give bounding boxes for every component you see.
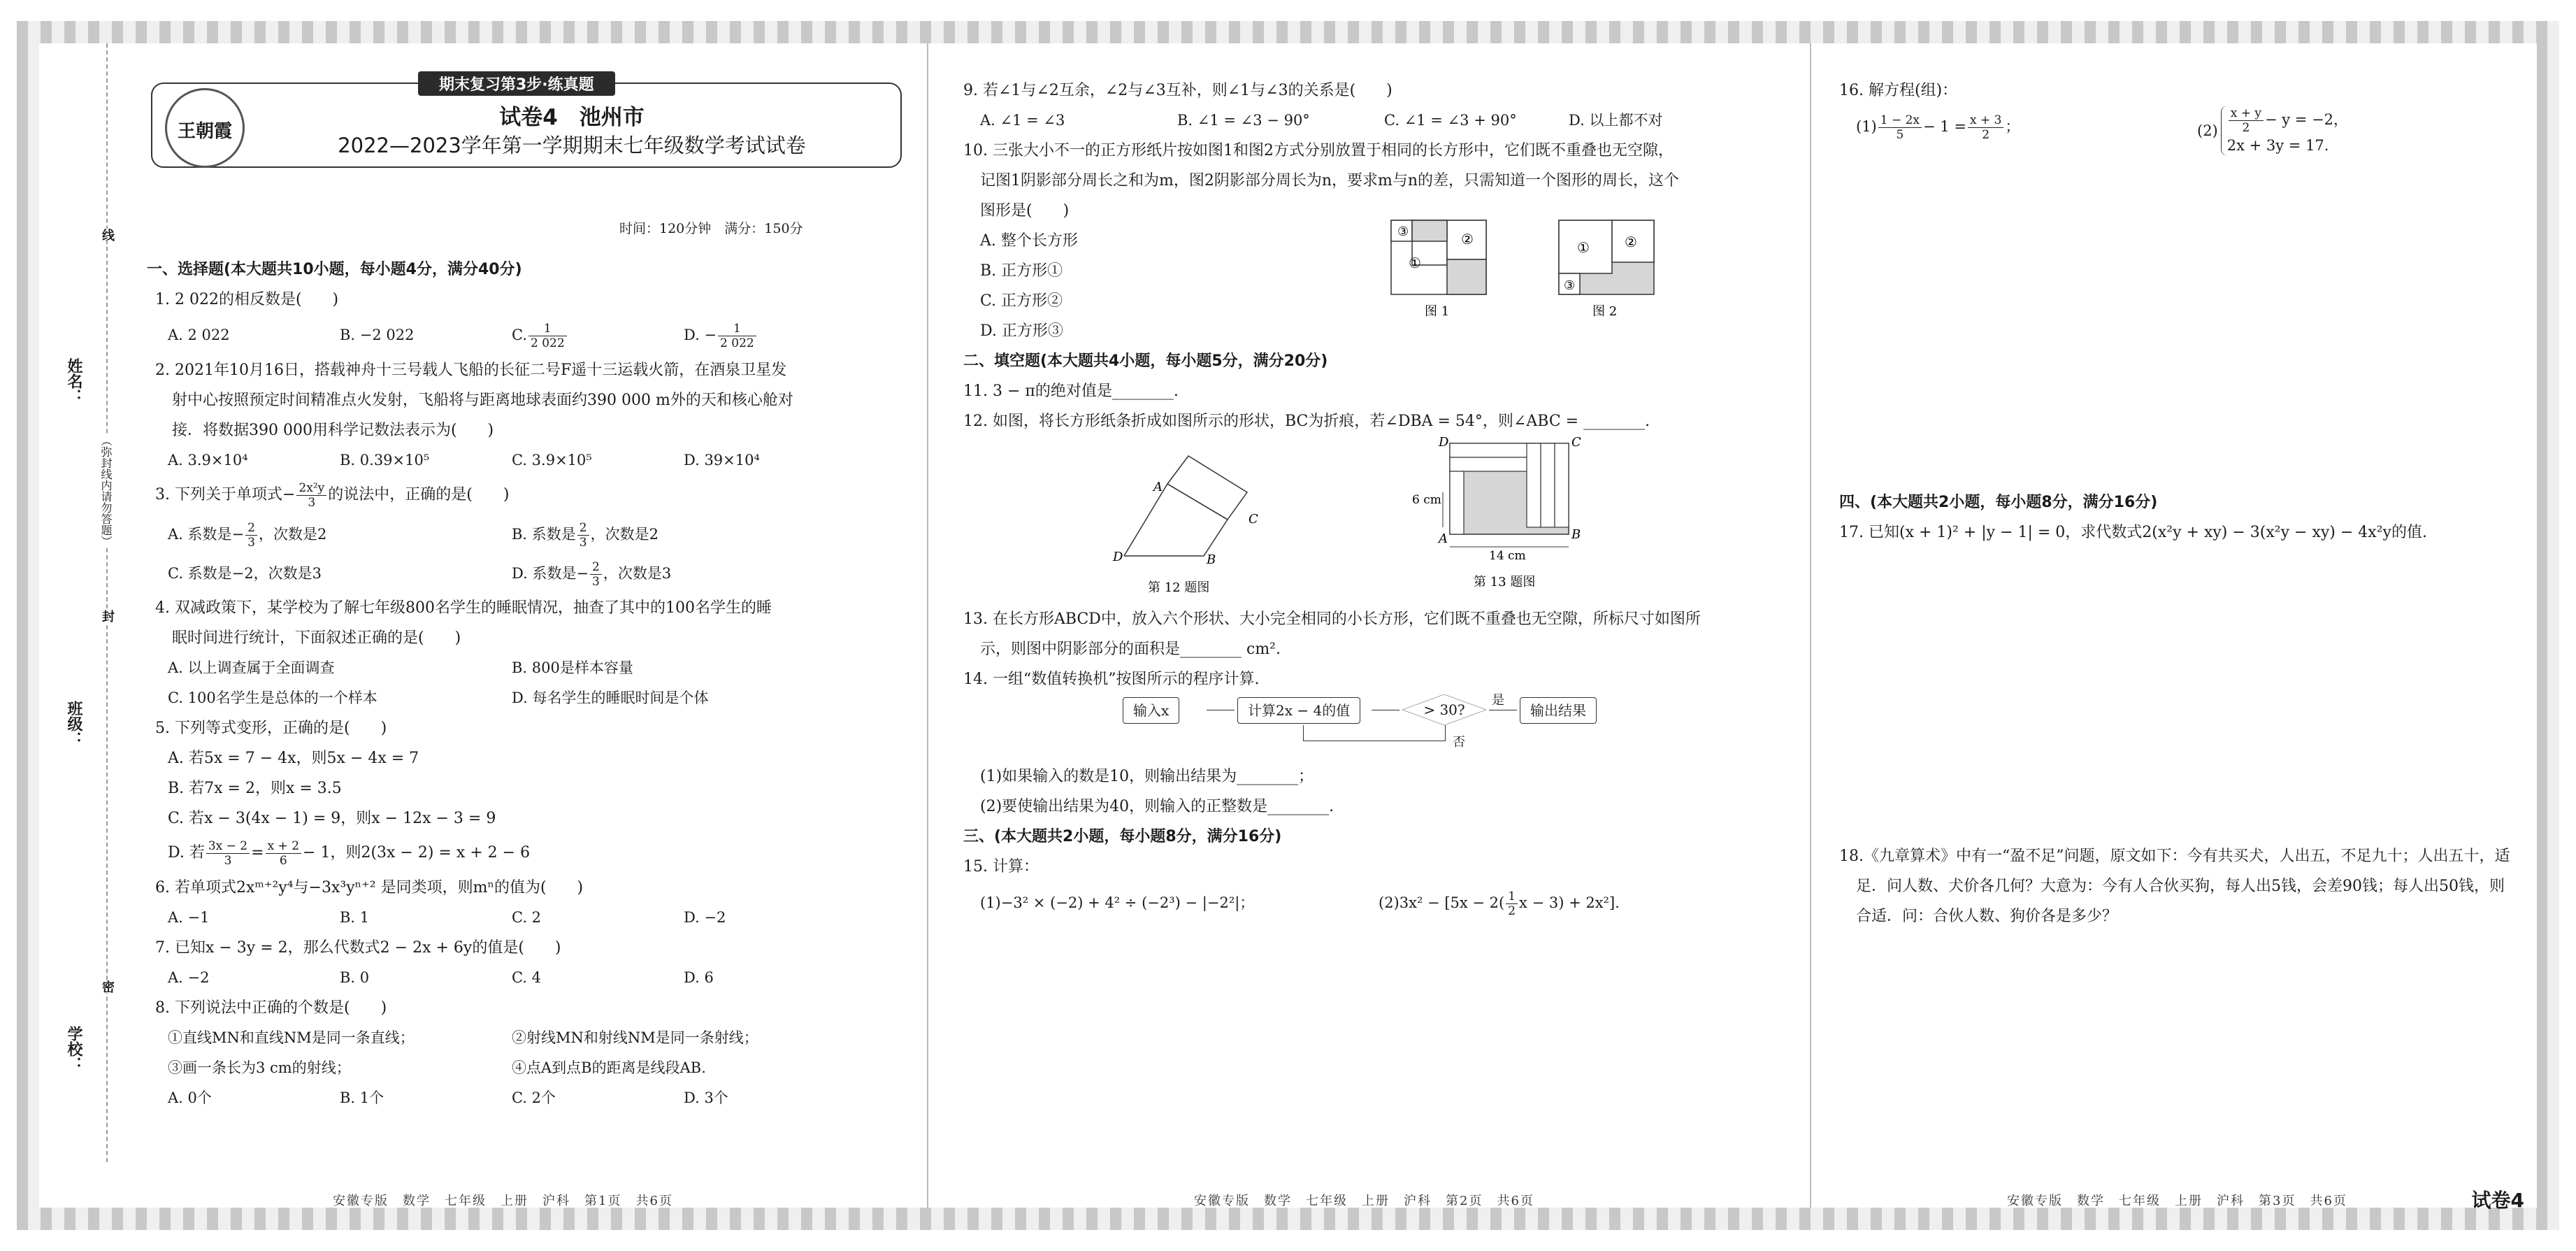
q10-option-d: D. 正方形③: [980, 322, 1063, 340]
q8-option-d: D. 3个: [684, 1089, 728, 1106]
q8-statements-12: [147, 1023, 916, 1053]
q10-fig2-label-1: ①: [1577, 239, 1590, 256]
q8-statement-4: ④点A到点B的距离是线段AB.: [512, 1059, 706, 1076]
time-info: 时间：120分钟: [619, 221, 712, 236]
q3-option-b: B. 系数是 $\frac{2}{3}$ ，次数是2: [512, 521, 659, 550]
q15-part-2: (2)3x² − [5x − 2( $\frac{1}{2}$ x − 3) + 2x²].: [1379, 889, 1620, 918]
q8-statement-1: ①直线MN和直线NM是同一条直线；: [168, 1029, 415, 1046]
q17-stem: 17. 已知(x + 1)² + |y − 1| = 0，求代数式2(x²y + xy) − 3(x²y − xy) − 4x²y的值.: [1839, 524, 2427, 541]
time-score: [619, 218, 803, 237]
q4-option-d: D. 每名学生的睡眠时间是个体: [512, 689, 709, 706]
q12-figure: [1110, 436, 1264, 597]
q10-figures: [1390, 219, 1683, 324]
class-label: 班级：: [65, 701, 82, 747]
q17-answer-space: [1839, 548, 2510, 841]
q14-part-2: (2)要使输出结果为40，则输入的正整数是________.: [980, 798, 1334, 815]
q13-line-1: 13. 在长方形ABCD中，放入六个形状、大小完全相同的小长方形，它们既不重叠也无空隙，所标尺寸如图所: [963, 610, 1701, 628]
q9-options: [963, 106, 1788, 136]
q16-part-2: (2) $\frac{x + y}{2}$ − y = −2， 2x + 3y = 17.: [2197, 106, 2348, 156]
flow-output: 输出结果: [1520, 697, 1597, 724]
q2-line-1: 2. 2021年10月16日，搭载神舟十三号载人飞船的长征二号F遥十三运载火箭，在酒泉卫星发: [155, 362, 787, 379]
q3-option-d: D. 系数是− $\frac{2}{3}$ ，次数是3: [512, 560, 672, 589]
title-main: 试卷4: [499, 105, 558, 130]
seal-note: （弥封线内请勿答题）: [99, 435, 113, 547]
subtitle: 2022—2023学年第一学期期末七年级数学考试试卷: [338, 134, 806, 157]
seal-mark-2: 封: [98, 610, 116, 622]
logo: [165, 88, 245, 168]
q12-point-b: B: [1207, 552, 1216, 567]
q8-statement-3: ③画一条长为3 cm的射线；: [168, 1059, 351, 1076]
q6-options: [147, 903, 916, 933]
q9-option-d: D. 以上都不对: [1569, 112, 1663, 129]
q4-options-ab: [147, 653, 916, 683]
q7-option-b: B. 0: [340, 969, 370, 986]
q1-option-d: D. − $\frac{1}{2 022}$: [684, 315, 758, 355]
paper-badge: 试卷4: [2471, 1189, 2524, 1212]
q3-options-ab: [147, 515, 916, 554]
q12-caption: 第 12 题图: [1148, 580, 1210, 595]
q16-parts: [1839, 106, 2510, 162]
footer-page-2: 安徽专版 数学 七年级 上册 沪科 第2页 共6页: [1194, 1194, 1534, 1208]
title-box: [151, 76, 902, 168]
q18-line-1: 18.《九章算术》中有一“盈不足”问题，原文如下：今有共买犬，人出五，不足九十；人出五十，适: [1839, 848, 2510, 865]
q10-option-b: B. 正方形①: [980, 262, 1063, 280]
school-label: 学校：: [65, 1026, 82, 1072]
q5-option-c: C. 若x − 3(4x − 1) = 9，则x − 12x − 3 = 9: [168, 810, 496, 827]
q10-fig1-label-3: ③: [1397, 224, 1409, 239]
q2-option-b: B. 0.39×10⁵: [340, 452, 430, 469]
q1-option-b: B. −2 022: [340, 327, 415, 343]
section-3-heading: 三、(本大题共2小题，每小题8分，满分16分): [963, 828, 1282, 845]
q8-option-b: B. 1个: [340, 1089, 384, 1106]
section-4-heading: 四、(本大题共2小题，每小题8分，满分16分): [1839, 494, 2158, 511]
q15-part-1: (1)−3² × (−2) + 4² ÷ (−2³) − |−2²|；: [980, 894, 1255, 911]
q7-options: [147, 963, 916, 993]
q2-line-3: 接．将数据390 000用科学记数法表示为( ): [172, 422, 494, 439]
q13-point-d: D: [1439, 435, 1449, 450]
seal-mark-3: 密: [98, 980, 116, 993]
q15-parts: [963, 882, 1788, 924]
column-3: [1810, 43, 2538, 1212]
seal-mark-1: 线: [98, 229, 116, 241]
q5-option-b: B. 若7x = 2，则x = 3.5: [168, 780, 342, 797]
q3-option-a: A. 系数是− $\frac{2}{3}$ ，次数是2: [168, 521, 327, 550]
q11-stem: 11. 3 − π的绝对值是________.: [963, 383, 1179, 400]
q13-width-label: 14 cm: [1489, 549, 1526, 563]
flow-condition: > 30?: [1402, 694, 1486, 725]
q8-statements-34: [147, 1053, 916, 1083]
q1-options: [147, 315, 916, 355]
q8-stem: 8. 下列说法中正确的个数是( ): [155, 999, 387, 1017]
q2-option-a: A. 3.9×10⁴: [168, 452, 248, 469]
q13-figure: [1411, 429, 1620, 597]
q10-figure-1: [1391, 220, 1486, 319]
q5-option-a: A. 若5x = 7 − 4x，则5x − 4x = 7: [168, 750, 419, 767]
q10-fig2-label-3: ③: [1564, 278, 1576, 293]
q16-stem: 16. 解方程(组)：: [1839, 82, 1958, 99]
q3-options-cd: [147, 554, 916, 593]
q1-option-c: C. $\frac{1}{2 022}$: [512, 315, 684, 355]
q10-line-1: 10. 三张大小不一的正方形纸片按如图1和图2方式分别放置于相同的长方形中，它们既不重叠也无空隙，: [963, 142, 1674, 159]
binding-strip: [39, 43, 115, 1162]
q8-option-a: A. 0个: [168, 1089, 212, 1106]
q10-fig1-label-1: ①: [1409, 255, 1421, 271]
q7-option-c: C. 4: [512, 969, 542, 986]
q7-option-a: A. −2: [168, 969, 210, 986]
name-label: 姓名：: [65, 358, 82, 404]
column-1: [39, 43, 927, 1208]
title-city: 池州市: [579, 105, 645, 130]
q2-options: [147, 445, 916, 476]
q6-option-a: A. −1: [168, 909, 210, 926]
q13-point-a: A: [1439, 531, 1448, 546]
q4-options-cd: [147, 683, 916, 713]
q16-answer-space: [1839, 162, 2510, 487]
flow-input: 输入x: [1123, 697, 1179, 724]
q4-option-c: C. 100名学生是总体的一个样本: [168, 689, 377, 706]
q16-part-1: (1) $\frac{1 - 2x}{5}$ − 1 = $\frac{x + 3}{2}$ ；: [1856, 113, 2020, 142]
flow-calc: 计算2x − 4的值: [1237, 697, 1360, 724]
q8-option-c: C. 2个: [512, 1089, 556, 1106]
q8-statement-2: ②射线MN和射线NM是同一条射线；: [512, 1029, 758, 1046]
q13-caption: 第 13 题图: [1474, 575, 1536, 589]
q14-stem: 14. 一组“数值转换机”按图所示的程序计算.: [963, 671, 1260, 688]
q7-option-d: D. 6: [684, 969, 714, 986]
q3-stem: 3. 下列关于单项式− $\frac{\text{2x²y}}{3}$ 的说法中，正确的是( ): [155, 480, 510, 510]
q6-option-c: C. 2: [512, 909, 542, 926]
q12-point-c: C: [1249, 512, 1258, 527]
q4-line-2: 眠时间进行统计，下面叙述正确的是( ): [172, 629, 461, 647]
q9-stem: 9. 若∠1与∠2互余，∠2与∠3互补，则∠1与∠3的关系是( ): [963, 82, 1393, 99]
q9-option-b: B. ∠1 = ∠3 − 90°: [1177, 112, 1310, 129]
q14-flowchart: [963, 694, 1788, 762]
q10-fig2-caption: 图 2: [1592, 304, 1618, 319]
q3-option-c: C. 系数是−2，次数是3: [168, 565, 322, 582]
q4-option-a: A. 以上调查属于全面调查: [168, 659, 335, 676]
q1-stem: 1. 2 022的相反数是( ): [155, 291, 339, 308]
column-2: [927, 43, 1811, 1208]
q10-option-a: A. 整个长方形: [980, 232, 1078, 250]
q6-option-b: B. 1: [340, 909, 370, 926]
q4-line-1: 4. 双减政策下，某学校为了解七年级800名学生的睡眠情况，抽查了其中的100名学生的睡: [155, 599, 772, 617]
q10-line-2: 记图1阴影部分周长之和为m，图2阴影部分周长为n，要求m与n的差，只需知道一个图形的周长，这个: [980, 172, 1680, 190]
q18-line-2: 足．问人数、犬价各几何？大意为：今有人合伙买狗，每人出5钱，会差90钱；每人出50钱，则: [1856, 878, 2505, 895]
q12-q13-figures: [963, 436, 1788, 604]
q10-block: [963, 226, 1788, 346]
q12-point-d: D: [1113, 550, 1123, 564]
logo-text: 王朝霞: [177, 121, 232, 142]
column-2-content: [963, 76, 1788, 924]
q8-options: [147, 1083, 916, 1113]
exam-sheet: [39, 43, 2537, 1212]
flow-no: 否: [1453, 735, 1465, 750]
q2-option-d: D. 39×10⁴: [684, 452, 760, 469]
q2-option-c: C. 3.9×10⁵: [512, 452, 592, 469]
footer-page-1: 安徽专版 数学 七年级 上册 沪科 第1页 共6页: [333, 1194, 673, 1208]
q15-stem: 15. 计算：: [963, 858, 1039, 875]
q9-option-c: C. ∠1 = ∠3 + 90°: [1384, 112, 1517, 129]
q10-option-c: C. 正方形②: [980, 292, 1063, 310]
q13-line-2: 示，则图中阴影部分的面积是________ cm².: [980, 641, 1281, 658]
flow-loop: [1303, 725, 1446, 741]
q5-stem: 5. 下列等式变形，正确的是( ): [155, 720, 387, 737]
column-3-content: [1839, 76, 2510, 931]
q12-stem: 12. 如图，将长方形纸条折成如图所示的形状，BC为折痕，若∠DBA = 54°，则∠ABC = ________.: [963, 413, 1650, 430]
q10-line-3: 图形是( ): [980, 202, 1070, 220]
q10-fig2-label-2: ②: [1625, 234, 1637, 250]
q6-option-d: D. −2: [684, 909, 726, 926]
q10-fig1-caption: 图 1: [1425, 304, 1450, 319]
q10-figure-2: [1559, 220, 1654, 319]
q5-option-d: D. 若 $\frac{3x - 2}{3}$ = $\frac{x + 2}{6}$ − 1，则2(3x − 2) = x + 2 − 6: [168, 838, 531, 868]
q9-option-a: A. ∠1 = ∠3: [980, 112, 1065, 129]
q18-line-3: 合适．问：合伙人数、狗价各是多少？: [1856, 908, 2118, 925]
q7-stem: 7. 已知x − 3y = 2，那么代数式2 − 2x + 6y的值是( ): [155, 939, 561, 957]
q2-line-2: 射中心按照预定时间精准点火发射，飞船将与距离地球表面约390 000 m外的天和核心舱对: [172, 392, 793, 409]
section-2-heading: 二、填空题(本大题共4小题，每小题5分，满分20分): [963, 352, 1328, 370]
q14-part-1: (1)如果输入的数是10，则输出结果为________；: [980, 768, 1314, 785]
q13-point-b: B: [1571, 527, 1581, 542]
q4-option-b: B. 800是样本容量: [512, 659, 633, 676]
banner: 期末复习第3步·练真题: [418, 71, 615, 96]
footer-page-3: 安徽专版 数学 七年级 上册 沪科 第3页 共6页: [2007, 1194, 2347, 1208]
page-title: [243, 99, 900, 131]
q1-option-a: A. 2 022: [168, 327, 230, 343]
q6-stem: 6. 若单项式2xᵐ⁺²y⁴与−3x³yⁿ⁺² 是同类项，则mⁿ的值为( ): [155, 879, 584, 896]
score-info: 满分：150分: [724, 221, 803, 236]
q12-point-a: A: [1153, 480, 1163, 494]
section-1: [147, 255, 916, 1113]
section-1-heading: 一、选择题(本大题共10小题，每小题4分，满分40分): [147, 261, 522, 278]
flow-yes: 是: [1492, 693, 1504, 708]
q13-point-c: C: [1571, 435, 1581, 450]
q13-height-label: 6 cm: [1412, 493, 1441, 507]
q10-fig1-label-2: ②: [1461, 231, 1474, 248]
